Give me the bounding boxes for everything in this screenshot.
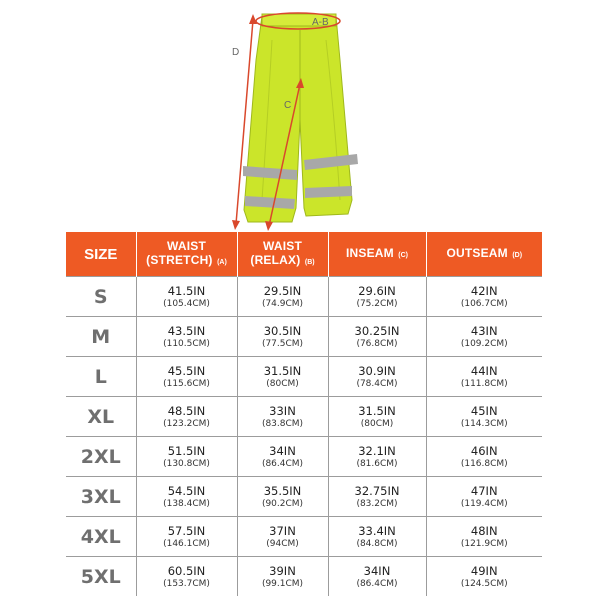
table-row: [66, 517, 542, 557]
header-size: SIZE: [66, 232, 136, 277]
measurement-cell: [136, 317, 237, 357]
measurement-cell: [237, 517, 328, 557]
inches-value: 45.5IN: [167, 363, 206, 378]
inches-value: 33.4IN: [358, 523, 396, 538]
cm-value: (81.6CM): [356, 458, 398, 469]
inches-value: 42IN: [470, 283, 498, 298]
header-waist-relax: WAIST (RELAX) (B): [237, 232, 328, 277]
cm-value: (76.8CM): [356, 338, 398, 349]
inches-value: 39IN: [269, 563, 296, 578]
inches-value: 29.5IN: [263, 283, 302, 298]
measurement-cell: [136, 437, 237, 477]
cm-value: (77.5CM): [261, 338, 304, 349]
table-row: [66, 317, 542, 357]
measurement-cell: [426, 437, 542, 477]
cm-value: (90.2CM): [261, 498, 304, 509]
inches-value: 30.25IN: [354, 323, 400, 338]
inches-value: 37IN: [269, 523, 296, 538]
label-c: C: [284, 100, 292, 111]
measurement-cell: [328, 557, 426, 597]
measurement-cell: [136, 277, 237, 317]
header-waist-stretch: WAIST (STRETCH) (A): [136, 232, 237, 277]
header-row: [66, 232, 542, 277]
measurement-cell: [328, 317, 426, 357]
size-chart: [66, 232, 542, 596]
inches-value: 47IN: [470, 483, 498, 498]
cm-value: (121.9CM): [460, 538, 508, 549]
inches-value: 60.5IN: [167, 563, 206, 578]
measurement-cell: [426, 477, 542, 517]
inches-value: 32.75IN: [354, 483, 400, 498]
cm-value: (78.4CM): [356, 378, 398, 389]
table-row: [66, 477, 542, 517]
cm-value: (116.8CM): [460, 458, 508, 469]
inches-value: 48IN: [470, 523, 498, 538]
inches-value: 34IN: [269, 443, 296, 458]
measurement-cell: [237, 357, 328, 397]
inches-value: 32.1IN: [358, 443, 396, 458]
table-row: [66, 557, 542, 597]
cm-value: (83.8CM): [261, 418, 304, 429]
measurement-cell: [237, 557, 328, 597]
cm-value: (109.2CM): [460, 338, 508, 349]
label-ab: A-B: [312, 17, 329, 28]
size-label: 2XL: [66, 437, 136, 477]
header-outseam: OUTSEAM (D): [426, 232, 542, 277]
inches-value: 46IN: [470, 443, 498, 458]
measurement-cell: [426, 357, 542, 397]
inches-value: 51.5IN: [167, 443, 206, 458]
measurement-cell: [426, 517, 542, 557]
cm-value: (99.1CM): [261, 578, 304, 589]
table-row: [66, 397, 542, 437]
cm-value: (146.1CM): [163, 538, 210, 549]
measurement-cell: [426, 557, 542, 597]
measurement-cell: [328, 277, 426, 317]
cm-value: (123.2CM): [163, 418, 210, 429]
inches-value: 35.5IN: [263, 483, 302, 498]
inches-value: 29.6IN: [358, 283, 396, 298]
measurement-cell: [328, 357, 426, 397]
measurement-cell: [328, 477, 426, 517]
size-label: 5XL: [66, 557, 136, 597]
size-label: M: [66, 317, 136, 357]
measurement-cell: [136, 557, 237, 597]
cm-value: (124.5CM): [460, 578, 508, 589]
cm-value: (111.8CM): [460, 378, 508, 389]
size-label: 4XL: [66, 517, 136, 557]
inches-value: 31.5IN: [263, 363, 302, 378]
measurement-cell: [237, 397, 328, 437]
measurement-cell: [237, 477, 328, 517]
size-table: [66, 232, 542, 596]
table-row: [66, 277, 542, 317]
cm-value: (114.3CM): [460, 418, 508, 429]
measurement-cell: [237, 317, 328, 357]
measurement-cell: [136, 517, 237, 557]
measurement-cell: [426, 397, 542, 437]
measurement-cell: [237, 277, 328, 317]
inches-value: 41.5IN: [167, 283, 206, 298]
cm-value: (153.7CM): [163, 578, 210, 589]
inches-value: 43IN: [470, 323, 498, 338]
inches-value: 45IN: [470, 403, 498, 418]
inches-value: 48.5IN: [167, 403, 206, 418]
cm-value: (115.6CM): [163, 378, 210, 389]
cm-value: (119.4CM): [460, 498, 508, 509]
inches-value: 34IN: [363, 563, 391, 578]
label-d: D: [232, 47, 240, 58]
measurement-cell: [328, 517, 426, 557]
size-label: 3XL: [66, 477, 136, 517]
inches-value: 30.9IN: [358, 363, 396, 378]
inches-value: 31.5IN: [358, 403, 396, 418]
measurement-cell: [328, 397, 426, 437]
pants-measurement-diagram: [0, 0, 600, 232]
rain-pants-illustration: [243, 14, 358, 222]
measurement-cell: [426, 277, 542, 317]
cm-value: (106.7CM): [460, 298, 508, 309]
cm-value: (80CM): [266, 378, 299, 389]
measurement-cell: [328, 437, 426, 477]
table-row: [66, 437, 542, 477]
size-label: S: [66, 277, 136, 317]
cm-value: (94CM): [266, 538, 299, 549]
inches-value: 57.5IN: [167, 523, 206, 538]
measurement-cell: [136, 357, 237, 397]
table-row: [66, 357, 542, 397]
measurement-cell: [136, 397, 237, 437]
size-label: L: [66, 357, 136, 397]
measurement-cell: [136, 477, 237, 517]
measurement-cell: [426, 317, 542, 357]
measurement-cell: [237, 437, 328, 477]
inches-value: 33IN: [269, 403, 296, 418]
inches-value: 44IN: [470, 363, 498, 378]
inches-value: 49IN: [470, 563, 498, 578]
cm-value: (86.4CM): [261, 458, 304, 469]
header-inseam: INSEAM (C): [328, 232, 426, 277]
size-label: XL: [66, 397, 136, 437]
cm-value: (74.9CM): [261, 298, 304, 309]
inches-value: 30.5IN: [263, 323, 302, 338]
cm-value: (130.8CM): [163, 458, 210, 469]
cm-value: (105.4CM): [163, 298, 210, 309]
cm-value: (84.8CM): [356, 538, 398, 549]
cm-value: (80CM): [360, 418, 394, 429]
inches-value: 54.5IN: [167, 483, 206, 498]
cm-value: (138.4CM): [163, 498, 210, 509]
cm-value: (75.2CM): [356, 298, 398, 309]
inches-value: 43.5IN: [167, 323, 206, 338]
cm-value: (110.5CM): [163, 338, 210, 349]
cm-value: (86.4CM): [356, 578, 398, 589]
cm-value: (83.2CM): [356, 498, 398, 509]
